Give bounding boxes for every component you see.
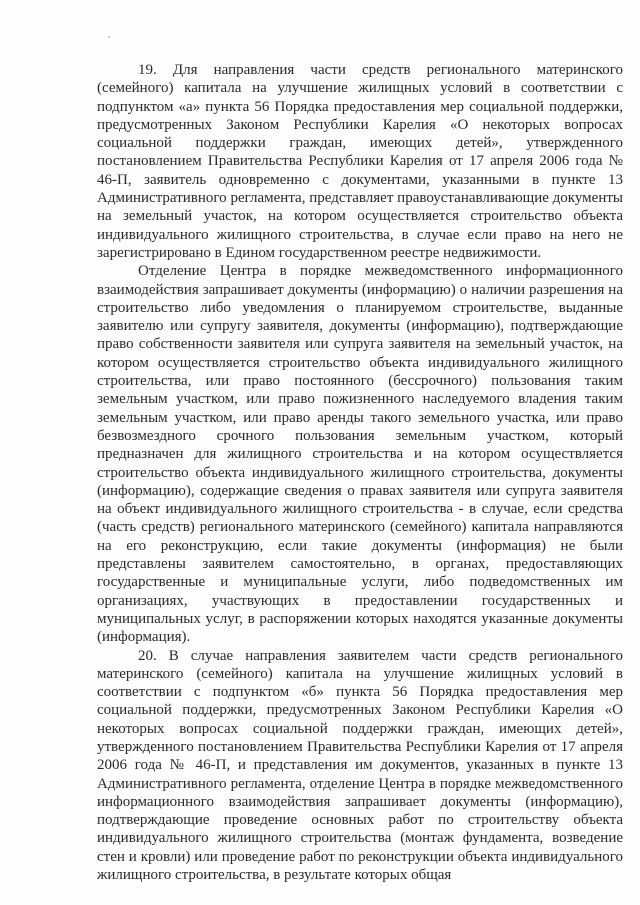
paragraph-20: 20. В случае направления заявителем части средств регионального материнского (семейного) капитала на улучшение жилищных условий в соответствии с подпунктом «б» пункта 56 Порядка предоставления мер социальной поддержки, предусмотренных Законом Республики Карелия «О некоторых вопросах социальной поддержки граждан, имеющих детей», утвержденного постановлением Правительства Республики Карелия от 17 апреля 2006 года № 46-П, и представления им документов, указанных в пункте 13 Административного регламента, отделение Центра в порядке межведомственного информационного взаимодействия запрашивает документы (информацию), подтверждающие проведение основных работ по строительству объекта индивидуального жилищного строительства (монтаж фундамента, возведение стен и кровли) или проведение работ по реконструкции объекта индивидуального жилищного строительства, в результате которых общая bbox=[97, 647, 623, 884]
paragraph-19: 19. Для направления части средств регионального материнского (семейного) капитала на улучшение жилищных условий в соответствии с подпунктом «а» пункта 56 Порядка предоставления мер социальной поддержки, предусмотренных Законом Республики Карелия «О некоторых вопросах социальной поддержки граждан, имеющих детей», утвержденного постановлением Правительства Республики Карелия от 17 апреля 2006 года № 46-П, заявитель одновременно с документами, указанными в пункте 13 Административного регламента, представляет правоустанавливающие документы на земельный участок, на котором осуществляется строительство объекта индивидуального жилищного строительства, в случае если право на него не зарегистрировано в Едином государственном реестре недвижимости. bbox=[97, 62, 623, 261]
document-body bbox=[97, 61, 623, 884]
scan-speck bbox=[108, 36, 110, 38]
paragraph-19-continuation: Отделение Центра в порядке межведомственного информационного взаимодействия запрашивает документы (информацию) о наличии разрешения на строительство либо уведомления о планируемом строительстве, выданные заявителю или супругу заявителя, документы (информацию), подтверждающие право собственности заявителя или супруга заявителя на земельный участок, на котором осуществляется строительство объекта индивидуального жилищного строительства, или право постоянного (бессрочного) пользования таким земельным участком, или право пожизненного наследуемого владения таким земельным участком, или право аренды такого земельного участка, или право безвозмездного срочного пользования земельным участком, который предназначен для жилищного строительства и на котором осуществляется строительство объекта индивидуального жилищного строительства, документы (информацию), содержащие сведения о правах заявителя или супруга заявителя на объект индивидуального жилищного строительства - в случае, если средства (часть средств) регионального материнского (семейного) капитала направляются на его реконструкцию, если такие документы (информация) не были представлены заявителем самостоятельно, в органах, предоставляющих государственные и муниципальные услуги, либо подведомственных им организациях, участвующих в предоставлении государственных и муниципальных услуг, в распоряжении которых находятся указанные документы (информация). bbox=[97, 263, 623, 646]
